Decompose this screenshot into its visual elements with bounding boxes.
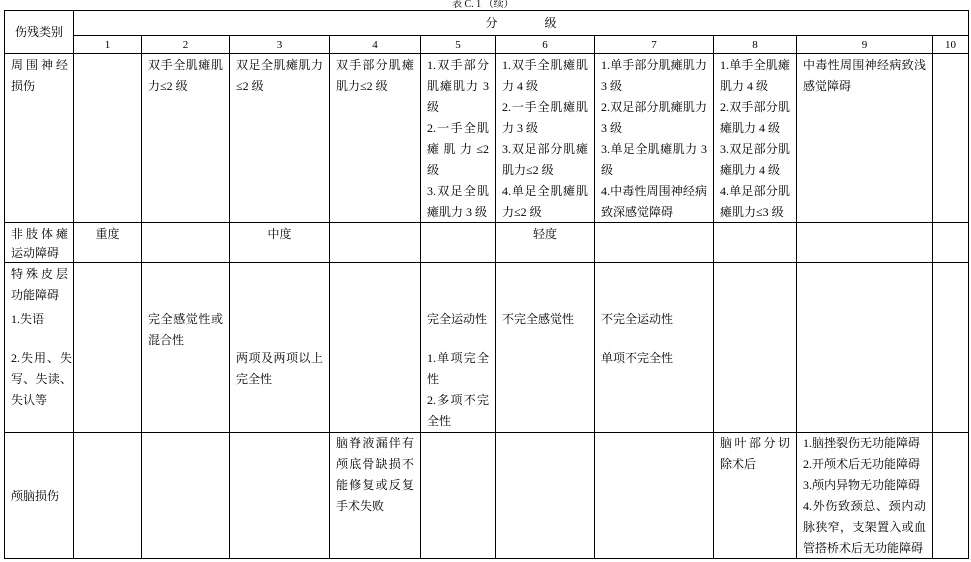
cell-peripheral-nerve-grade-8 — [714, 54, 797, 223]
criterion: 4.单足全肌瘫肌力≤2 级 — [502, 184, 588, 219]
criterion: 完全运动性 — [427, 312, 488, 326]
cell-special-cortex-grade-3 — [230, 263, 330, 433]
cell-non-limb-paralysis-grade-6 — [496, 223, 595, 263]
criterion: 1.单项完全性 — [427, 351, 489, 386]
grade-number-3: 3 — [230, 36, 330, 54]
cell-special-cortex-grade-5 — [421, 263, 496, 433]
header-category — [5, 11, 74, 54]
criterion: 3.双足部分肌瘫肌力≤2 级 — [502, 142, 588, 177]
cell-craniocerebral-grade-2 — [142, 433, 230, 559]
row-craniocerebral-label — [5, 433, 74, 559]
grade-number-10: 10 — [933, 36, 969, 54]
criterion: 4.外伤致颈总、颈内动脉狭窄，支架置入或血管搭桥术后无功能障碍 — [803, 499, 926, 555]
cell-special-cortex-grade-10 — [933, 263, 969, 433]
cell-special-cortex-grade-1 — [74, 263, 142, 433]
criterion: 双足全肌瘫肌力≤2 级 — [236, 58, 323, 93]
criterion: 2.一手全肌瘫肌力 3 级 — [502, 100, 588, 135]
cell-special-cortex-grade-6 — [496, 263, 595, 433]
category-label: 非肢体瘫运动障碍 — [11, 227, 68, 260]
criterion: 脑叶部分切除术后 — [720, 436, 790, 471]
criterion: 1.单手全肌瘫肌力 4 级 — [720, 58, 790, 93]
cell-craniocerebral-grade-10 — [933, 433, 969, 559]
cell-non-limb-paralysis-grade-2 — [142, 223, 230, 263]
severity-label: 轻度 — [532, 227, 557, 241]
cell-non-limb-paralysis-grade-5 — [421, 223, 496, 263]
criterion: 1.双手全肌瘫肌力 4 级 — [502, 58, 588, 93]
cell-craniocerebral-grade-1 — [74, 433, 142, 559]
grade-number-2: 2 — [142, 36, 230, 54]
cell-craniocerebral-grade-8 — [714, 433, 797, 559]
cell-special-cortex-grade-8 — [714, 263, 797, 433]
cell-special-cortex-grade-4 — [330, 263, 421, 433]
category-label: 特殊皮层功能障碍 — [11, 267, 68, 302]
cell-non-limb-paralysis-grade-8 — [714, 223, 797, 263]
criterion: 完全感觉性或混合性 — [148, 312, 223, 347]
grade-number-6: 6 — [496, 36, 595, 54]
cell-non-limb-paralysis-grade-7 — [595, 223, 714, 263]
subtype-label-aphasia: 1.失语 — [11, 312, 45, 326]
criterion: 2.一手全肌瘫肌力≤2 级 — [427, 121, 489, 177]
criterion: 1.双手部分肌瘫肌力 3 级 — [427, 58, 489, 114]
grade-number-8: 8 — [714, 36, 797, 54]
criterion: 双手全肌瘫肌力≤2 级 — [148, 58, 223, 93]
disability-grade-table — [4, 10, 969, 559]
header-grade-label: 分 级 — [485, 15, 557, 30]
criterion: 4.中毒性周围神经病致深感觉障碍 — [601, 184, 707, 219]
severity-label: 重度 — [95, 227, 120, 241]
criterion-group — [427, 348, 489, 432]
category-label: 颅脑损伤 — [11, 488, 60, 503]
cell-peripheral-nerve-grade-6 — [496, 54, 595, 223]
category-label: 周围神经损伤 — [11, 58, 68, 93]
criterion: 2.多项不完全性 — [427, 393, 489, 428]
criterion: 脑脊液漏伴有颅底骨缺损不能修复或反复手术失败 — [336, 436, 414, 513]
cell-peripheral-nerve-grade-4 — [330, 54, 421, 223]
cell-non-limb-paralysis-grade-1 — [74, 223, 142, 263]
criterion: 3.双足部分肌瘫肌力 4 级 — [720, 142, 790, 177]
row-non-limb-paralysis-label — [5, 223, 74, 263]
criterion: 2.双足部分肌瘫肌力 3 级 — [601, 100, 707, 135]
cell-peripheral-nerve-grade-2 — [142, 54, 230, 223]
criterion: 4.单足部分肌瘫肌力≤3 级 — [720, 184, 790, 219]
cell-peripheral-nerve-grade-1 — [74, 54, 142, 223]
cell-craniocerebral-grade-6 — [496, 433, 595, 559]
criterion: 2.开颅术后无功能障碍 — [803, 457, 921, 471]
header-grade — [74, 11, 969, 36]
cell-craniocerebral-grade-5 — [421, 433, 496, 559]
cell-craniocerebral-grade-9 — [797, 433, 933, 559]
criterion: 3.双足全肌瘫肌力 3 级 — [427, 184, 489, 219]
cell-special-cortex-grade-7 — [595, 263, 714, 433]
cell-peripheral-nerve-grade-3 — [230, 54, 330, 223]
criterion: 单项不完全性 — [601, 351, 674, 365]
cell-peripheral-nerve-grade-10 — [933, 54, 969, 223]
cell-peripheral-nerve-grade-7 — [595, 54, 714, 223]
grade-number-1: 1 — [74, 36, 142, 54]
criterion: 3.单足全肌瘫肌力 3 级 — [601, 142, 707, 177]
cell-non-limb-paralysis-grade-4 — [330, 223, 421, 263]
row-peripheral-nerve-label — [5, 54, 74, 223]
subtype-label-apraxia: 2.失用、失写、失读、失认等 — [11, 351, 72, 407]
cell-peripheral-nerve-grade-5 — [421, 54, 496, 223]
criterion: 不完全运动性 — [601, 312, 674, 326]
criterion: 不完全感觉性 — [502, 312, 575, 326]
cell-special-cortex-grade-9 — [797, 263, 933, 433]
cell-craniocerebral-grade-7 — [595, 433, 714, 559]
cell-non-limb-paralysis-grade-9 — [797, 223, 933, 263]
grade-number-7: 7 — [595, 36, 714, 54]
cell-peripheral-nerve-grade-9 — [797, 54, 933, 223]
grade-number-4: 4 — [330, 36, 421, 54]
cell-craniocerebral-grade-3 — [230, 433, 330, 559]
criterion: 两项及两项以上完全性 — [236, 351, 323, 386]
criterion: 3.颅内异物无功能障碍 — [803, 478, 921, 492]
cell-non-limb-paralysis-grade-3 — [230, 223, 330, 263]
grade-number-9: 9 — [797, 36, 933, 54]
criterion: 2.双手部分肌瘫肌力 4 级 — [720, 100, 790, 135]
grade-number-5: 5 — [421, 36, 496, 54]
header-category-label: 伤残类别 — [14, 24, 63, 39]
criterion: 1.脑挫裂伤无功能障碍 — [803, 436, 921, 450]
severity-label: 中度 — [267, 227, 292, 241]
criterion: 双手部分肌瘫肌力≤2 级 — [336, 58, 414, 93]
criterion: 1.单手部分肌瘫肌力 3 级 — [601, 58, 707, 93]
cell-non-limb-paralysis-grade-10 — [933, 223, 969, 263]
cell-special-cortex-grade-2 — [142, 263, 230, 433]
table-title: 表 C. 1 （续） — [452, 0, 514, 10]
cell-craniocerebral-grade-4 — [330, 433, 421, 559]
row-special-cortex-label — [5, 263, 74, 433]
criterion: 中毒性周围神经病致浅感觉障碍 — [803, 58, 926, 93]
